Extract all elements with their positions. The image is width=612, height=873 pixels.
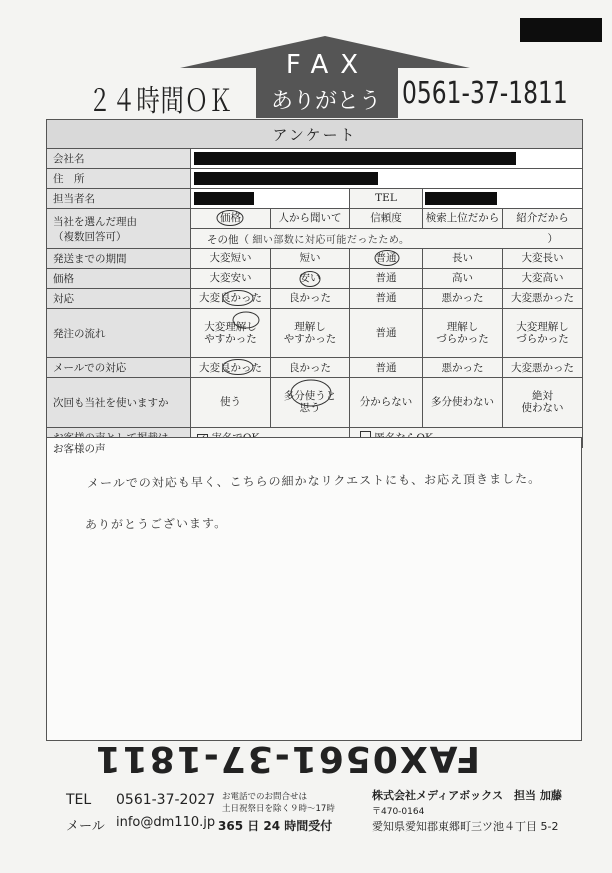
footer-email[interactable]: info@dm110.jp: [116, 815, 216, 830]
redacted-contact: [194, 192, 254, 205]
address-field[interactable]: [191, 169, 583, 189]
fax-title: FAX: [285, 50, 371, 80]
survey-title: アンケート: [47, 120, 583, 149]
customer-voice-box[interactable]: [46, 437, 582, 741]
row-label-service: 対応: [47, 289, 191, 309]
option-service-very-bad[interactable]: 大変悪かった: [503, 289, 583, 309]
hours-ok-text: ２４時間ＯＫ: [88, 84, 234, 119]
option-next-probably-not[interactable]: 多分使わない: [423, 378, 503, 427]
option-next-use[interactable]: 使う: [191, 378, 271, 427]
option-price-normal[interactable]: 普通: [350, 269, 423, 289]
reason-option-referral[interactable]: 人から聞いて: [271, 209, 350, 229]
reason-option-trust[interactable]: 信頼度: [350, 209, 423, 229]
option-price-cheap[interactable]: 安い: [271, 269, 350, 289]
thanks-text: ありがとう: [270, 89, 381, 114]
option-next-probably-use[interactable]: 多分使うと 思う: [271, 378, 350, 427]
row-label-email-service: メールでの対応: [47, 358, 191, 378]
customer-voice-label: お客様の声: [53, 443, 106, 455]
option-flow-normal[interactable]: 普通: [350, 309, 423, 358]
footer-postal: 〒470-0164: [372, 807, 425, 817]
row-label-order-flow: 発注の流れ: [47, 309, 191, 358]
footer-tel-number[interactable]: 0561-37-2027: [116, 792, 216, 808]
reason-label-line1: 当社を選んだ理由: [53, 215, 137, 228]
option-delivery-short[interactable]: 短い: [271, 249, 350, 269]
reason-other-label: その他（: [207, 233, 249, 246]
reason-other[interactable]: [191, 229, 583, 249]
reason-option-price[interactable]: 価格: [191, 209, 271, 229]
option-delivery-very-short[interactable]: 大変短い: [191, 249, 271, 269]
option-service-normal[interactable]: 普通: [350, 289, 423, 309]
option-delivery-long[interactable]: 長い: [423, 249, 503, 269]
option-email-very-bad[interactable]: 大変悪かった: [503, 358, 583, 378]
option-next-unknown[interactable]: 分からない: [350, 378, 423, 427]
footer-tel-label: TEL: [66, 792, 92, 808]
option-price-very-expensive[interactable]: 大変高い: [503, 269, 583, 289]
selected-circle-mark: [373, 249, 401, 267]
option-price-very-cheap[interactable]: 大変安い: [191, 269, 271, 289]
footer-inquiry-line2: 土日祝祭日を除く９時〜17時: [222, 804, 335, 814]
option-service-good[interactable]: 良かった: [271, 289, 350, 309]
option-delivery-normal[interactable]: 普通: [350, 249, 423, 269]
footer-inquiry-line1: お電話でのお問合せは: [222, 792, 308, 802]
footer-hours: 365 日 24 時間受付: [218, 819, 333, 833]
row-label-delivery: 発送までの期間: [47, 249, 191, 269]
reason-option-introduction[interactable]: 紹介だから: [503, 209, 583, 229]
redacted-company: [194, 152, 516, 165]
reason-label: [47, 209, 191, 249]
contact-label: 担当者名: [47, 189, 191, 209]
option-next-never[interactable]: 絶対 使わない: [503, 378, 583, 427]
selected-circle-mark: [221, 289, 255, 307]
option-flow-very-hard[interactable]: 大変理解し づらかった: [503, 309, 583, 358]
survey-table: [46, 119, 583, 448]
row-label-price: 価格: [47, 269, 191, 289]
option-delivery-very-long[interactable]: 大変長い: [503, 249, 583, 269]
option-price-expensive[interactable]: 高い: [423, 269, 503, 289]
redacted-tel: [425, 192, 497, 205]
option-email-bad[interactable]: 悪かった: [423, 358, 503, 378]
reason-label-line2: （複数回答可）: [53, 230, 127, 243]
footer-mail-label: メール: [66, 819, 105, 834]
option-service-bad[interactable]: 悪かった: [423, 289, 503, 309]
reason-option-search[interactable]: 検索上位だから: [423, 209, 503, 229]
option-flow-hard[interactable]: 理解し づらかった: [423, 309, 503, 358]
fax-header: [0, 0, 612, 120]
selected-circle-mark: [298, 270, 322, 288]
fax-number-upside-down: FAX0561-37-1811: [93, 738, 480, 779]
option-email-normal[interactable]: 普通: [350, 358, 423, 378]
tel-field[interactable]: [423, 189, 583, 209]
company-field[interactable]: [191, 149, 583, 169]
option-flow-easy[interactable]: 理解し やすかった: [271, 309, 350, 358]
reason-other-handwriting: 細い部数に対応可能だったため。: [252, 234, 410, 246]
address-label: 住 所: [47, 169, 191, 189]
company-label: 会社名: [47, 149, 191, 169]
option-flow-very-easy[interactable]: 大変理解し やすかった: [191, 309, 271, 358]
selected-circle-mark: [289, 378, 333, 408]
customer-comment-line1: メールでの対応も早く、こちらの細かなリクエストにも、お応え頂きました。: [86, 471, 542, 491]
redacted-address: [194, 172, 378, 185]
contact-field[interactable]: [191, 189, 350, 209]
option-email-very-good[interactable]: 大変良かった: [191, 358, 271, 378]
selected-circle-mark: [215, 209, 245, 227]
selected-circle-mark: [231, 310, 261, 330]
tel-label: TEL: [350, 189, 423, 209]
option-service-very-good[interactable]: 大変良かった: [191, 289, 271, 309]
row-label-next-use: 次回も当社を使いますか: [47, 378, 191, 427]
option-email-good[interactable]: 良かった: [271, 358, 350, 378]
footer-company: 株式会社メディアボックス 担当 加藤: [372, 789, 562, 802]
reason-other-close: ）: [547, 232, 559, 245]
footer-address: 愛知県愛知郡東郷町三ツ池４丁目 5-2: [372, 820, 559, 833]
selected-circle-mark: [221, 358, 255, 376]
customer-comment-line2: ありがとうございます。: [84, 516, 228, 532]
fax-number: 0561-37-1811: [402, 76, 568, 111]
